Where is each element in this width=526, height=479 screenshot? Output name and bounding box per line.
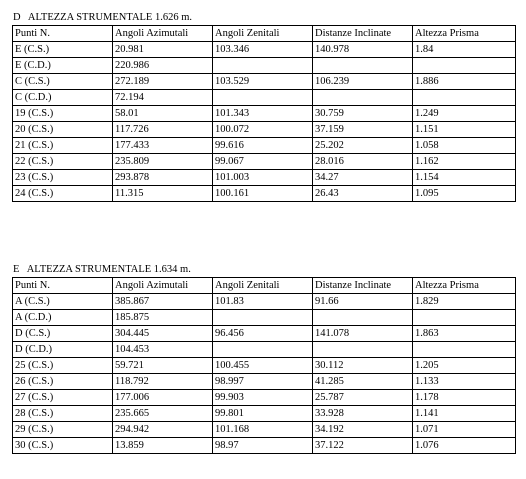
table-header-row [13, 278, 516, 294]
table-cell: 118.792 [113, 374, 213, 390]
table-cell: 99.067 [213, 154, 313, 170]
table-cell [213, 90, 313, 106]
table-row [13, 122, 516, 138]
table-cell: 23 (C.S.) [13, 170, 113, 186]
column-header: Punti N. [13, 278, 113, 294]
table-cell: 30.759 [313, 106, 413, 122]
table-cell: 27 (C.S.) [13, 390, 113, 406]
table-row [13, 74, 516, 90]
table-cell: 100.455 [213, 358, 313, 374]
table-cell [313, 342, 413, 358]
table-row [13, 406, 516, 422]
table-cell: 235.665 [113, 406, 213, 422]
table-cell: 294.942 [113, 422, 213, 438]
table-cell: 293.878 [113, 170, 213, 186]
table-cell: 25 (C.S.) [13, 358, 113, 374]
table-cell: 101.168 [213, 422, 313, 438]
table-cell: 1.154 [413, 170, 516, 186]
table-cell: A (C.D.) [13, 310, 113, 326]
table-cell: 37.122 [313, 438, 413, 454]
section-title: D ALTEZZA STRUMENTALE 1.626 m. [13, 12, 193, 23]
table-cell: E (C.S.) [13, 42, 113, 58]
table-cell: 72.194 [113, 90, 213, 106]
column-header: Distanze Inclinate [313, 278, 413, 294]
table-cell: 26.43 [313, 186, 413, 202]
table-cell: 30 (C.S.) [13, 438, 113, 454]
table-cell: 1.829 [413, 294, 516, 310]
table-cell: 220.986 [113, 58, 213, 74]
table-cell: 99.903 [213, 390, 313, 406]
table-cell: 104.453 [113, 342, 213, 358]
table-cell [413, 90, 516, 106]
table-cell: 20 (C.S.) [13, 122, 113, 138]
table-cell: 1.095 [413, 186, 516, 202]
table-cell: 20.981 [113, 42, 213, 58]
table-cell [413, 342, 516, 358]
table-cell: 19 (C.S.) [13, 106, 113, 122]
table-cell: 59.721 [113, 358, 213, 374]
table-cell: 1.84 [413, 42, 516, 58]
table-cell: 385.867 [113, 294, 213, 310]
table-cell: 22 (C.S.) [13, 154, 113, 170]
table-cell: 98.97 [213, 438, 313, 454]
table-cell: 25.787 [313, 390, 413, 406]
table-cell: A (C.S.) [13, 294, 113, 310]
table-cell: 58.01 [113, 106, 213, 122]
table-cell: 177.006 [113, 390, 213, 406]
table-cell [213, 342, 313, 358]
table-cell [213, 310, 313, 326]
table-cell [313, 58, 413, 74]
survey-table-d [12, 25, 516, 202]
table-cell: 1.151 [413, 122, 516, 138]
table-cell: 101.343 [213, 106, 313, 122]
table-row [13, 170, 516, 186]
table-cell: 34.27 [313, 170, 413, 186]
column-header: Distanze Inclinate [313, 26, 413, 42]
table-cell: 29 (C.S.) [13, 422, 113, 438]
survey-table-e [12, 277, 516, 454]
table-cell: 140.978 [313, 42, 413, 58]
table-cell: 34.192 [313, 422, 413, 438]
column-header: Angoli Zenitali [213, 278, 313, 294]
table-cell: 101.83 [213, 294, 313, 310]
table-cell: 103.346 [213, 42, 313, 58]
column-header: Angoli Azimutali [113, 26, 213, 42]
table-cell: 1.886 [413, 74, 516, 90]
column-header: Angoli Azimutali [113, 278, 213, 294]
table-cell [413, 310, 516, 326]
table-cell: 1.071 [413, 422, 516, 438]
section-d [12, 10, 515, 202]
table-cell: 99.616 [213, 138, 313, 154]
table-cell: 272.189 [113, 74, 213, 90]
table-cell: 103.529 [213, 74, 313, 90]
table-cell: 100.161 [213, 186, 313, 202]
table-cell: 106.239 [313, 74, 413, 90]
table-row [13, 342, 516, 358]
table-cell: 26 (C.S.) [13, 374, 113, 390]
table-cell [213, 58, 313, 74]
table-cell: 13.859 [113, 438, 213, 454]
table-cell: 21 (C.S.) [13, 138, 113, 154]
table-row [13, 438, 516, 454]
table-cell: 1.058 [413, 138, 516, 154]
table-cell: 1.141 [413, 406, 516, 422]
table-row [13, 294, 516, 310]
table-row [13, 138, 516, 154]
table-cell [313, 90, 413, 106]
table-cell: 11.315 [113, 186, 213, 202]
table-row [13, 186, 516, 202]
table-row [13, 390, 516, 406]
table-cell [413, 58, 516, 74]
table-cell: 141.078 [313, 326, 413, 342]
table-cell: 33.928 [313, 406, 413, 422]
table-cell: 1.133 [413, 374, 516, 390]
table-cell: 1.863 [413, 326, 516, 342]
table-row [13, 358, 516, 374]
table-row [13, 106, 516, 122]
table-cell: 117.726 [113, 122, 213, 138]
table-row [13, 42, 516, 58]
table-cell: 304.445 [113, 326, 213, 342]
column-header: Punti N. [13, 26, 113, 42]
table-cell: 91.66 [313, 294, 413, 310]
table-row [13, 374, 516, 390]
table-cell: D (C.S.) [13, 326, 113, 342]
table-cell: 37.159 [313, 122, 413, 138]
table-cell: 25.202 [313, 138, 413, 154]
table-cell: 1.205 [413, 358, 516, 374]
table-cell: 28 (C.S.) [13, 406, 113, 422]
table-cell: 98.997 [213, 374, 313, 390]
table-cell: 41.285 [313, 374, 413, 390]
table-cell: D (C.D.) [13, 342, 113, 358]
section-title: E ALTEZZA STRUMENTALE 1.634 m. [13, 264, 191, 275]
table-cell: 235.809 [113, 154, 213, 170]
table-cell: 30.112 [313, 358, 413, 374]
table-cell: 96.456 [213, 326, 313, 342]
table-cell: 177.433 [113, 138, 213, 154]
table-cell: 1.076 [413, 438, 516, 454]
table-row [13, 422, 516, 438]
table-row [13, 310, 516, 326]
table-cell: 24 (C.S.) [13, 186, 113, 202]
table-cell: 1.162 [413, 154, 516, 170]
table-cell: C (C.S.) [13, 74, 113, 90]
column-header: Angoli Zenitali [213, 26, 313, 42]
table-header-row [13, 26, 516, 42]
table-row [13, 58, 516, 74]
table-cell: C (C.D.) [13, 90, 113, 106]
column-header: Altezza Prisma [413, 278, 516, 294]
column-header: Altezza Prisma [413, 26, 516, 42]
table-cell [313, 310, 413, 326]
table-row [13, 154, 516, 170]
table-cell: 1.249 [413, 106, 516, 122]
table-cell: 100.072 [213, 122, 313, 138]
table-cell: 99.801 [213, 406, 313, 422]
table-row [13, 326, 516, 342]
table-cell: 1.178 [413, 390, 516, 406]
table-cell: E (C.D.) [13, 58, 113, 74]
table-row [13, 90, 516, 106]
table-cell: 185.875 [113, 310, 213, 326]
table-cell: 28.016 [313, 154, 413, 170]
section-e [12, 262, 515, 454]
table-cell: 101.003 [213, 170, 313, 186]
